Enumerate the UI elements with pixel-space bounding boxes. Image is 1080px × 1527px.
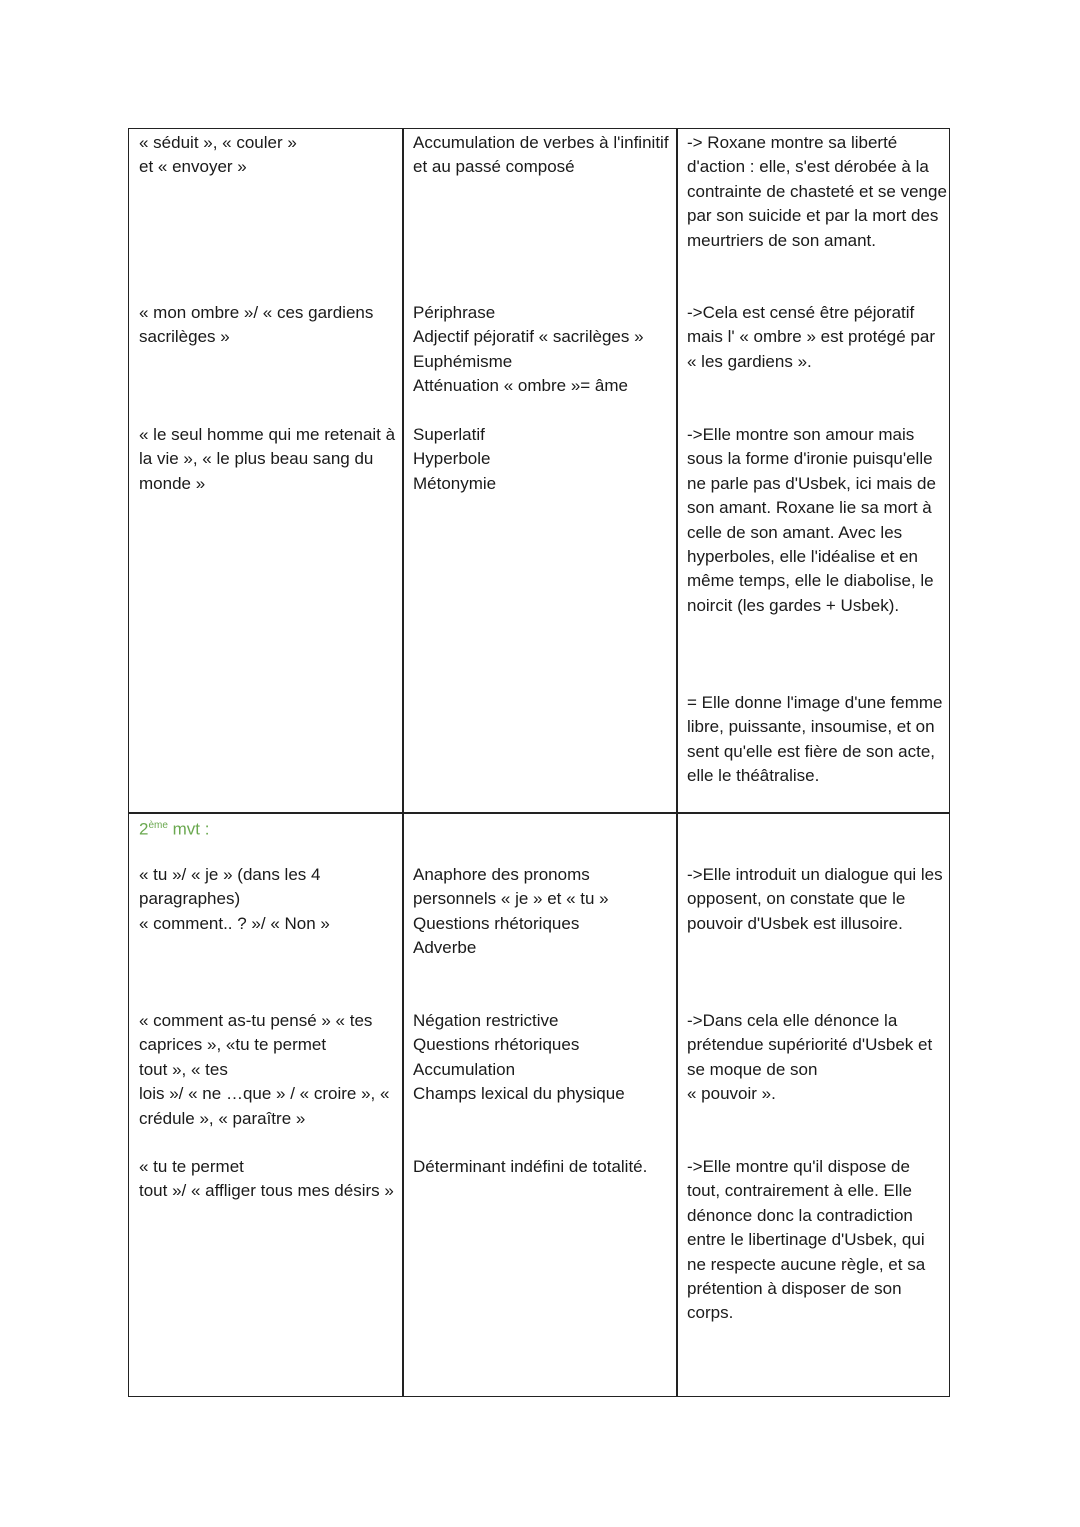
interpretation-cell: ->Elle montre qu'il dispose de tout, contrairement à elle. Elle dénonce donc la contradiction entre le libertinage d'Usbek, qui ne respecte aucune règle, et sa prétention à disposer de son corps. [687,1157,926,1323]
interpretation-cell: ->Elle montre son amour mais sous la forme d'ironie puisqu'elle ne parle pas d'Usbek, ici mais de son amant. Roxane lie sa mort à celle de son amant. Avec les hyperboles, elle l'idéalise et en même temps, elle le diabolise, le noircit (les gardes + Usbek). [687,425,936,615]
quote-cell: « le seul homme qui me retenait à la vie », « le plus beau sang du monde » [139,425,396,493]
interpretation-cell: -> Roxane montre sa liberté d'action : elle, s'est dérobée à la contrainte de chasteté et se venge par son suicide et par la mort des meurtriers de son amant. [687,133,947,250]
device-cell: Accumulation de verbes à l'infinitif et au passé composé [413,133,669,177]
device-cell: Négation restrictive Questions rhétoriques Accumulation Champs lexical du physique [413,1011,625,1104]
quote-cell: « comment as-tu pensé » « tes caprices », «tu te permet tout », « tes lois »/ « ne …que » / « croire », « crédule », « paraître » [139,1011,390,1128]
device-cell: Déterminant indéfini de totalité. [413,1157,648,1176]
heading-text: mvt : [167,819,210,839]
device-cell: Anaphore des pronoms personnels « je » et « tu » Questions rhétoriques Adverbe [413,865,609,958]
column-divider [402,129,404,1396]
interpretation-cell: ->Cela est censé être péjoratif mais l' « ombre » est protégé par « les gardiens ». [687,303,935,371]
column-divider [676,129,678,1396]
device-cell: Superlatif Hyperbole Métonymie [413,425,497,493]
movement-heading [139,814,397,842]
heading-sup: ème [148,820,168,831]
quote-cell: « séduit », « couler » et « envoyer » [139,133,297,177]
interpretation-cell: ->Dans cela elle dénonce la prétendue supériorité d'Usbek et se moque de son « pouvoir ». [687,1011,933,1104]
device-cell: Périphrase Adjectif péjoratif « sacrilèges » Euphémisme Atténuation « ombre »= âme [413,303,644,396]
interpretation-cell: = Elle donne l'image d'une femme libre, puissante, insoumise, et on sent qu'elle est fière de son acte, elle le théâtralise. [687,693,943,786]
heading-number: 2 [139,819,149,839]
analysis-table [128,128,950,1397]
interpretation-cell: ->Elle introduit un dialogue qui les opposent, on constate que le pouvoir d'Usbek est illusoire. [687,865,943,933]
quote-cell: « tu te permet tout »/ « affliger tous mes désirs » [139,1157,394,1201]
quote-cell: « mon ombre »/ « ces gardiens sacrilèges » [139,303,374,347]
quote-cell: « tu »/ « je » (dans les 4 paragraphes) « comment.. ? »/ « Non » [139,865,330,933]
